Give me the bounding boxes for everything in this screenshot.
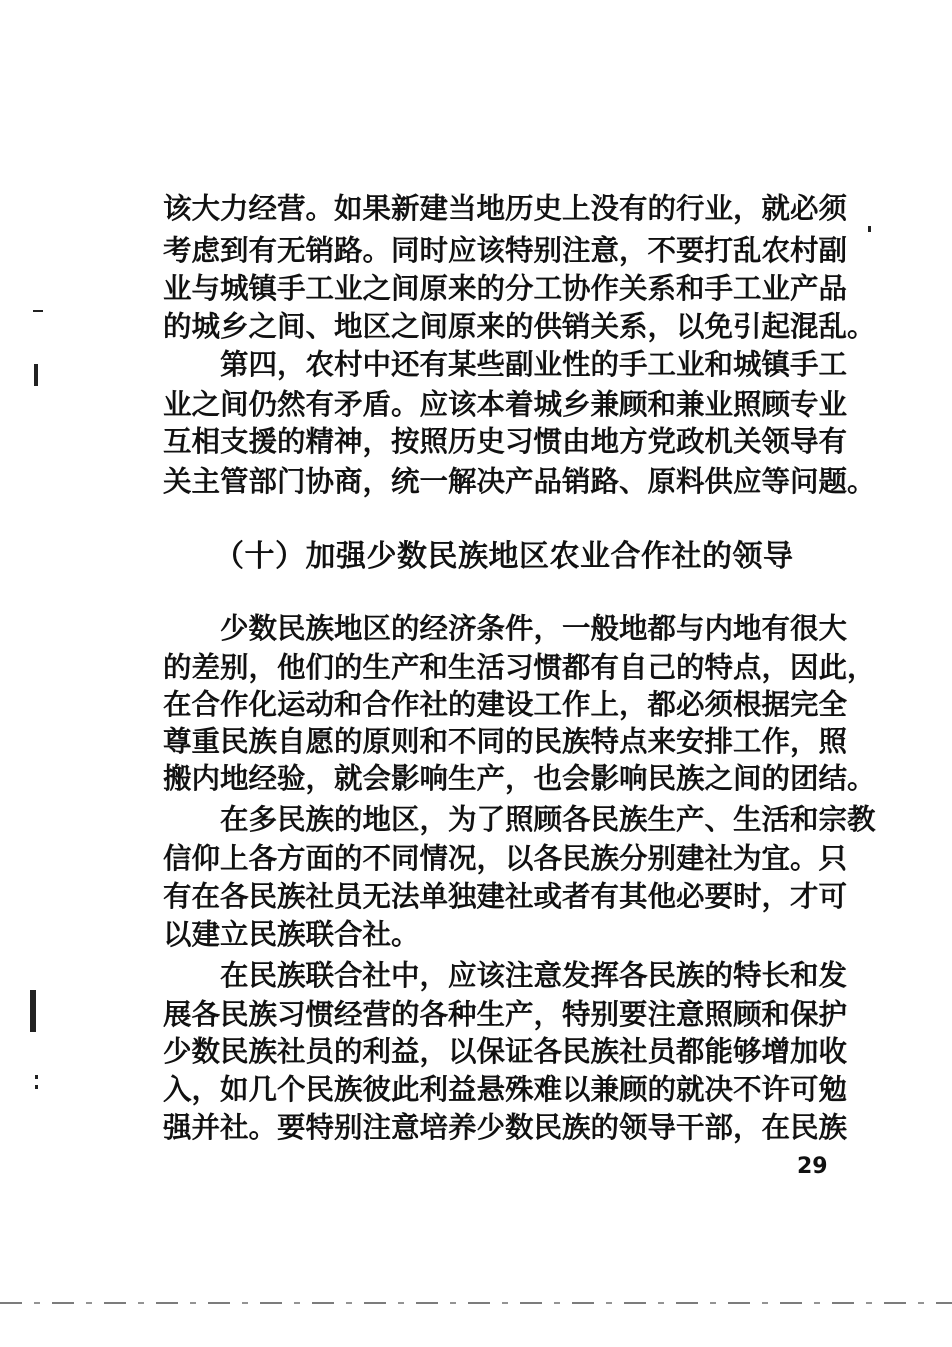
scan-mark	[34, 364, 38, 386]
scan-dash-row	[0, 1302, 952, 1304]
paragraph-4-line-1: 在多民族的地区，为了照顾各民族生产、生活和宗教	[220, 802, 876, 836]
paragraph-4-line-4: 以建立民族联合社。	[163, 917, 420, 951]
paragraph-5-line-2: 展各民族习惯经营的各种生产，特别要注意照顾和保护	[163, 997, 848, 1031]
scan-mark	[868, 226, 871, 232]
paragraph-5-line-3: 少数民族社员的利益，以保证各民族社员都能够增加收	[163, 1034, 848, 1068]
paragraph-3-line-1: 少数民族地区的经济条件，一般地都与内地有很大	[220, 611, 848, 645]
paragraph-5-line-5: 强并社。要特别注意培养少数民族的领导干部，在民族	[163, 1110, 848, 1144]
scan-mark	[35, 1075, 38, 1079]
paragraph-3-line-5: 搬内地经验，就会影响生产，也会影响民族之间的团结。	[163, 761, 876, 795]
paragraph-3-line-3: 在合作化运动和合作社的建设工作上，都必须根据完全	[163, 687, 848, 721]
scan-mark	[35, 1085, 38, 1089]
paragraph-3-line-2: 的差别，他们的生产和生活习惯都有自己的特点，因此，	[163, 650, 876, 684]
paragraph-1-line-4: 的城乡之间、地区之间原来的供销关系，以免引起混乱。	[163, 309, 876, 343]
paragraph-5-line-4: 入，如几个民族彼此利益悬殊难以兼顾的就决不许可勉	[163, 1072, 848, 1106]
paragraph-2-line-1: 第四，农村中还有某些副业性的手工业和城镇手工	[220, 347, 848, 381]
paragraph-1-line-2: 考虑到有无销路。同时应该特别注意，不要打乱农村副	[163, 233, 848, 267]
page-number: 29	[797, 1154, 828, 1179]
paragraph-1-line-3: 业与城镇手工业之间原来的分工协作关系和手工业产品	[163, 271, 848, 305]
paragraph-3-line-4: 尊重民族自愿的原则和不同的民族特点来安排工作，照	[163, 724, 848, 758]
section-heading: （十）加强少数民族地区农业合作社的领导	[214, 539, 794, 574]
paragraph-4-line-3: 有在各民族社员无法单独建社或者有其他必要时，才可	[163, 879, 848, 913]
scan-mark	[33, 310, 43, 312]
paragraph-1-line-1: 该大力经营。如果新建当地历史上没有的行业，就必须	[163, 191, 848, 225]
paragraph-2-line-4: 关主管部门协商，统一解决产品销路、原料供应等问题。	[163, 464, 876, 498]
scan-mark	[30, 990, 36, 1032]
paragraph-2-line-2: 业之间仍然有矛盾。应该本着城乡兼顾和兼业照顾专业	[163, 387, 848, 421]
paragraph-2-line-3: 互相支援的精神，按照历史习惯由地方党政机关领导有	[163, 424, 848, 458]
paragraph-4-line-2: 信仰上各方面的不同情况，以各民族分别建社为宜。只	[163, 841, 848, 875]
paragraph-5-line-1: 在民族联合社中，应该注意发挥各民族的特长和发	[220, 958, 848, 992]
